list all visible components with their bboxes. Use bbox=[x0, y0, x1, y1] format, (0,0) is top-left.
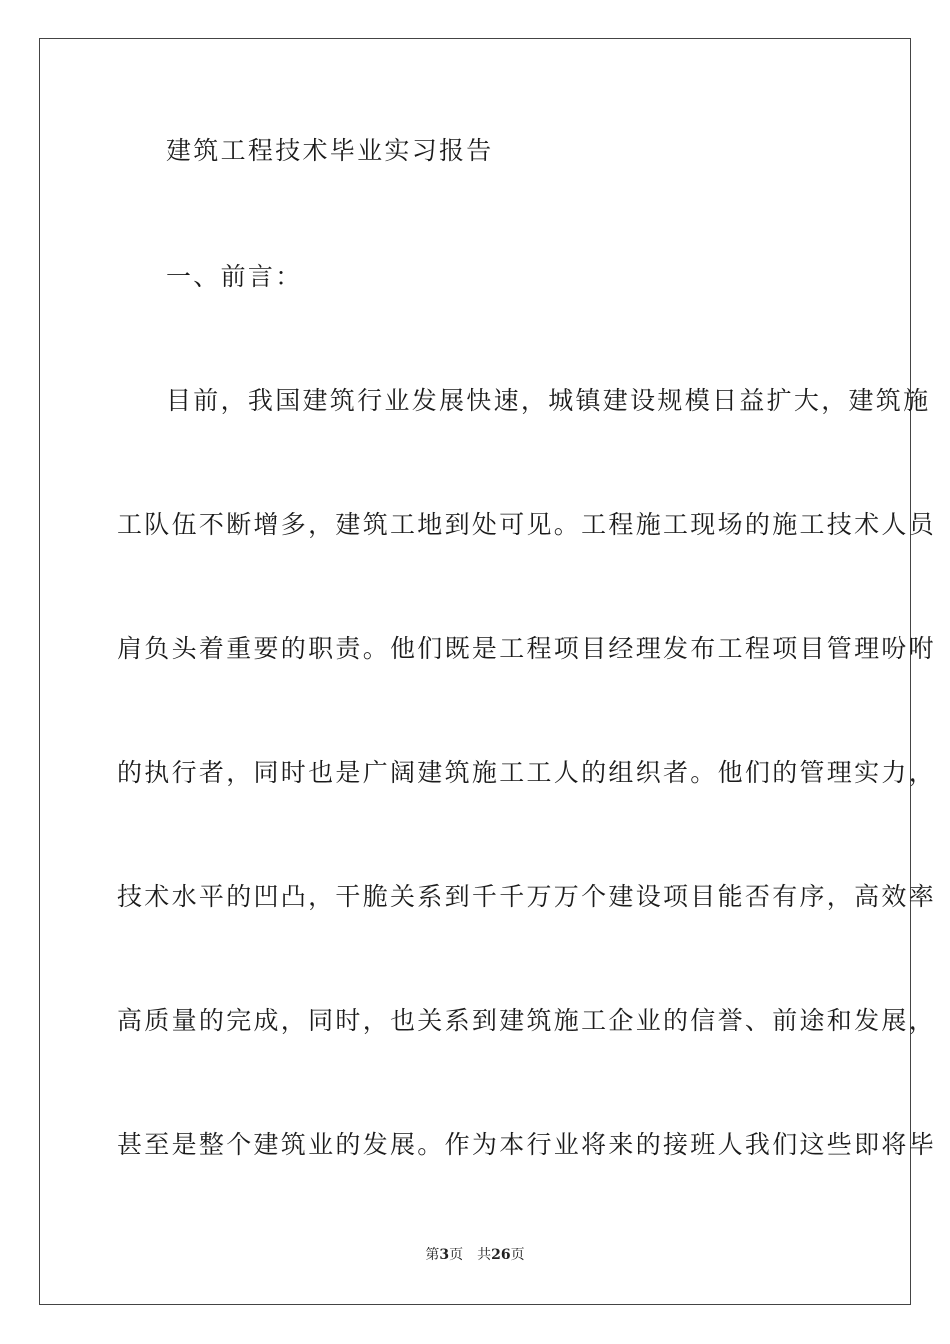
paragraph-line: 肩负头着重要的职责。他们既是工程项目经理发布工程项目管理吩咐 bbox=[117, 634, 937, 663]
section-heading: 一、前言： bbox=[166, 262, 303, 291]
paragraph-line: 高质量的完成，同时，也关系到建筑施工企业的信誉、前途和发展， bbox=[117, 1006, 937, 1035]
total-suffix: 页 bbox=[510, 1247, 525, 1263]
total-prefix: 共 bbox=[477, 1247, 492, 1263]
paragraph-line: 甚至是整个建筑业的发展。作为本行业将来的接班人我们这些即将毕 bbox=[117, 1130, 937, 1159]
paragraph-line: 的执行者，同时也是广阔建筑施工工人的组织者。他们的管理实力， bbox=[117, 758, 937, 787]
page-footer bbox=[0, 1246, 950, 1264]
page-border bbox=[39, 38, 937, 1305]
page-prefix: 第 bbox=[425, 1247, 440, 1263]
paragraph-line: 技术水平的凹凸，干脆关系到千千万万个建设项目能否有序，高效率 bbox=[117, 882, 937, 911]
page-number: 3 bbox=[439, 1247, 450, 1263]
paragraph-line: 目前，我国建筑行业发展快速，城镇建设规模日益扩大，建筑施 bbox=[166, 386, 931, 415]
total-pages: 26 bbox=[491, 1247, 511, 1263]
page-suffix: 页 bbox=[449, 1247, 464, 1263]
document-title: 建筑工程技术毕业实习报告 bbox=[166, 136, 494, 165]
paragraph-line: 工队伍不断增多，建筑工地到处可见。工程施工现场的施工技术人员 bbox=[117, 510, 937, 539]
